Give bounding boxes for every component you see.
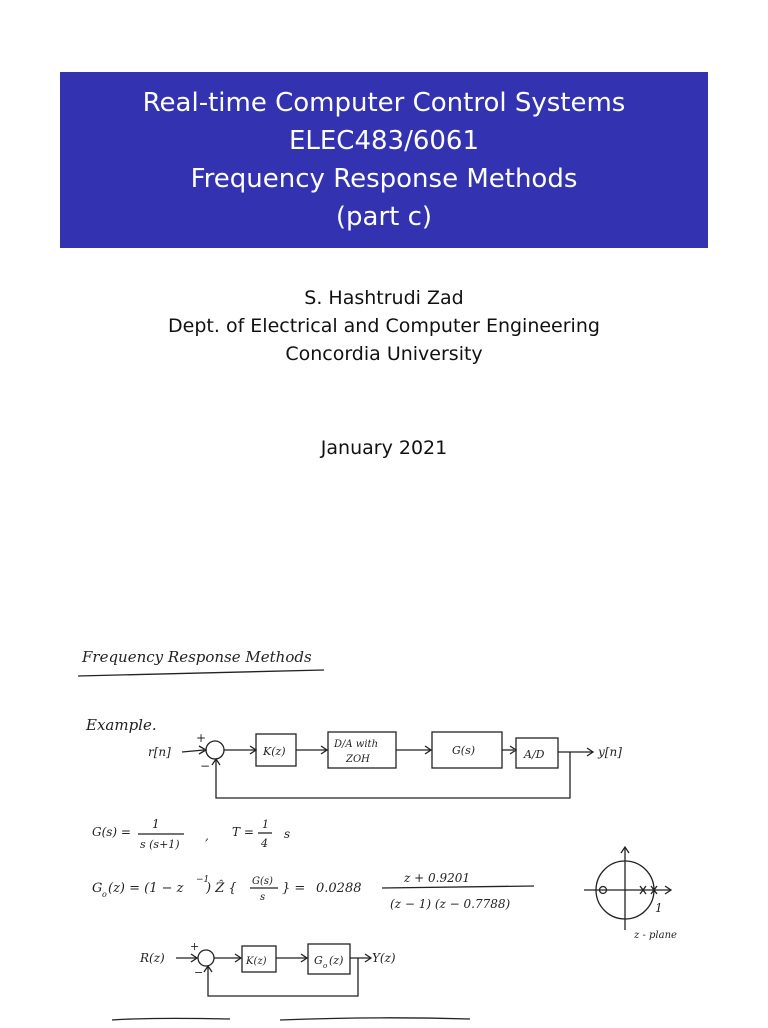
z-transform-close: } = bbox=[282, 881, 306, 896]
title-banner bbox=[60, 72, 708, 248]
z-plane-sketch bbox=[584, 847, 677, 941]
z-transform-open: ) Ẑ { bbox=[206, 881, 237, 896]
diagram2-input: R(z) bbox=[140, 951, 165, 965]
diagram2-minus: − bbox=[194, 966, 204, 979]
inner-num: G(s) bbox=[252, 876, 273, 887]
go-exp: −1 bbox=[196, 875, 210, 885]
inner-den: s bbox=[260, 892, 266, 903]
block-k2-label: K(z) bbox=[246, 956, 267, 967]
arrow-input bbox=[182, 750, 204, 752]
block-go-label: G bbox=[314, 954, 323, 967]
plant-equation bbox=[92, 817, 290, 851]
title-line-4: (part c) bbox=[335, 202, 433, 232]
discrete-tf-equation bbox=[92, 871, 534, 911]
block-g-label: G(s) bbox=[452, 744, 476, 757]
plant-lhs: G(s) = bbox=[92, 825, 131, 839]
go-num: z + 0.9201 bbox=[404, 871, 470, 885]
diagram2-plus: + bbox=[190, 940, 200, 953]
t-lhs: T = bbox=[232, 825, 254, 839]
block-diagram-2 bbox=[139, 940, 396, 996]
go-lhs: G bbox=[92, 881, 103, 896]
heading-underline bbox=[78, 670, 324, 676]
block-ad-label: A/D bbox=[524, 748, 545, 761]
diagram1-minus: − bbox=[200, 759, 211, 773]
feedback-path-1 bbox=[216, 752, 570, 798]
block-diagram-1 bbox=[148, 731, 622, 798]
block-da-label-2: ZOH bbox=[346, 754, 370, 765]
diagram1-output: y[n] bbox=[598, 745, 622, 759]
plant-comma: , bbox=[205, 829, 209, 843]
go-lhs-sub: o bbox=[102, 890, 107, 899]
diagram2-output: Y(z) bbox=[372, 951, 396, 965]
go-den: (z − 1) (z − 0.7788) bbox=[390, 897, 511, 911]
block-k-label: K(z) bbox=[263, 745, 286, 758]
author-block bbox=[0, 284, 768, 368]
block-go-sub: o bbox=[323, 962, 328, 970]
plant-num: 1 bbox=[152, 817, 160, 831]
author-university: Concordia University bbox=[285, 343, 483, 365]
cut-off-line bbox=[112, 1018, 470, 1020]
block-go-arg: (z) bbox=[329, 954, 344, 967]
notes-drawing bbox=[0, 600, 768, 1024]
title-line-1: Real-time Computer Control Systems bbox=[142, 88, 626, 118]
summing-junction-2 bbox=[198, 950, 214, 966]
go-gain: 0.0288 bbox=[316, 881, 362, 896]
diagram1-plus: + bbox=[196, 731, 207, 745]
z-plane-label: z - plane bbox=[634, 930, 677, 941]
notes-heading: Frequency Response Methods bbox=[82, 648, 312, 666]
plant-den: s (s+1) bbox=[140, 838, 180, 851]
handwritten-notes bbox=[0, 600, 768, 1024]
t-den: 4 bbox=[261, 837, 268, 850]
summing-junction-1 bbox=[206, 741, 224, 759]
date: January 2021 bbox=[320, 437, 448, 459]
author-department: Dept. of Electrical and Computer Engineering bbox=[168, 315, 600, 337]
example-label: Example. bbox=[86, 716, 157, 734]
block-da-label-1: D/A with bbox=[334, 739, 379, 750]
z-plane-one: 1 bbox=[655, 901, 663, 915]
go-lhs-arg: (z) = (1 − z bbox=[108, 881, 184, 896]
title-line-3: Frequency Response Methods bbox=[190, 164, 578, 194]
t-num: 1 bbox=[262, 818, 269, 831]
author-name: S. Hashtrudi Zad bbox=[304, 287, 464, 309]
t-unit: s bbox=[284, 827, 291, 841]
title-line-2: ELEC483/6061 bbox=[288, 126, 480, 156]
diagram1-input: r[n] bbox=[148, 745, 171, 759]
